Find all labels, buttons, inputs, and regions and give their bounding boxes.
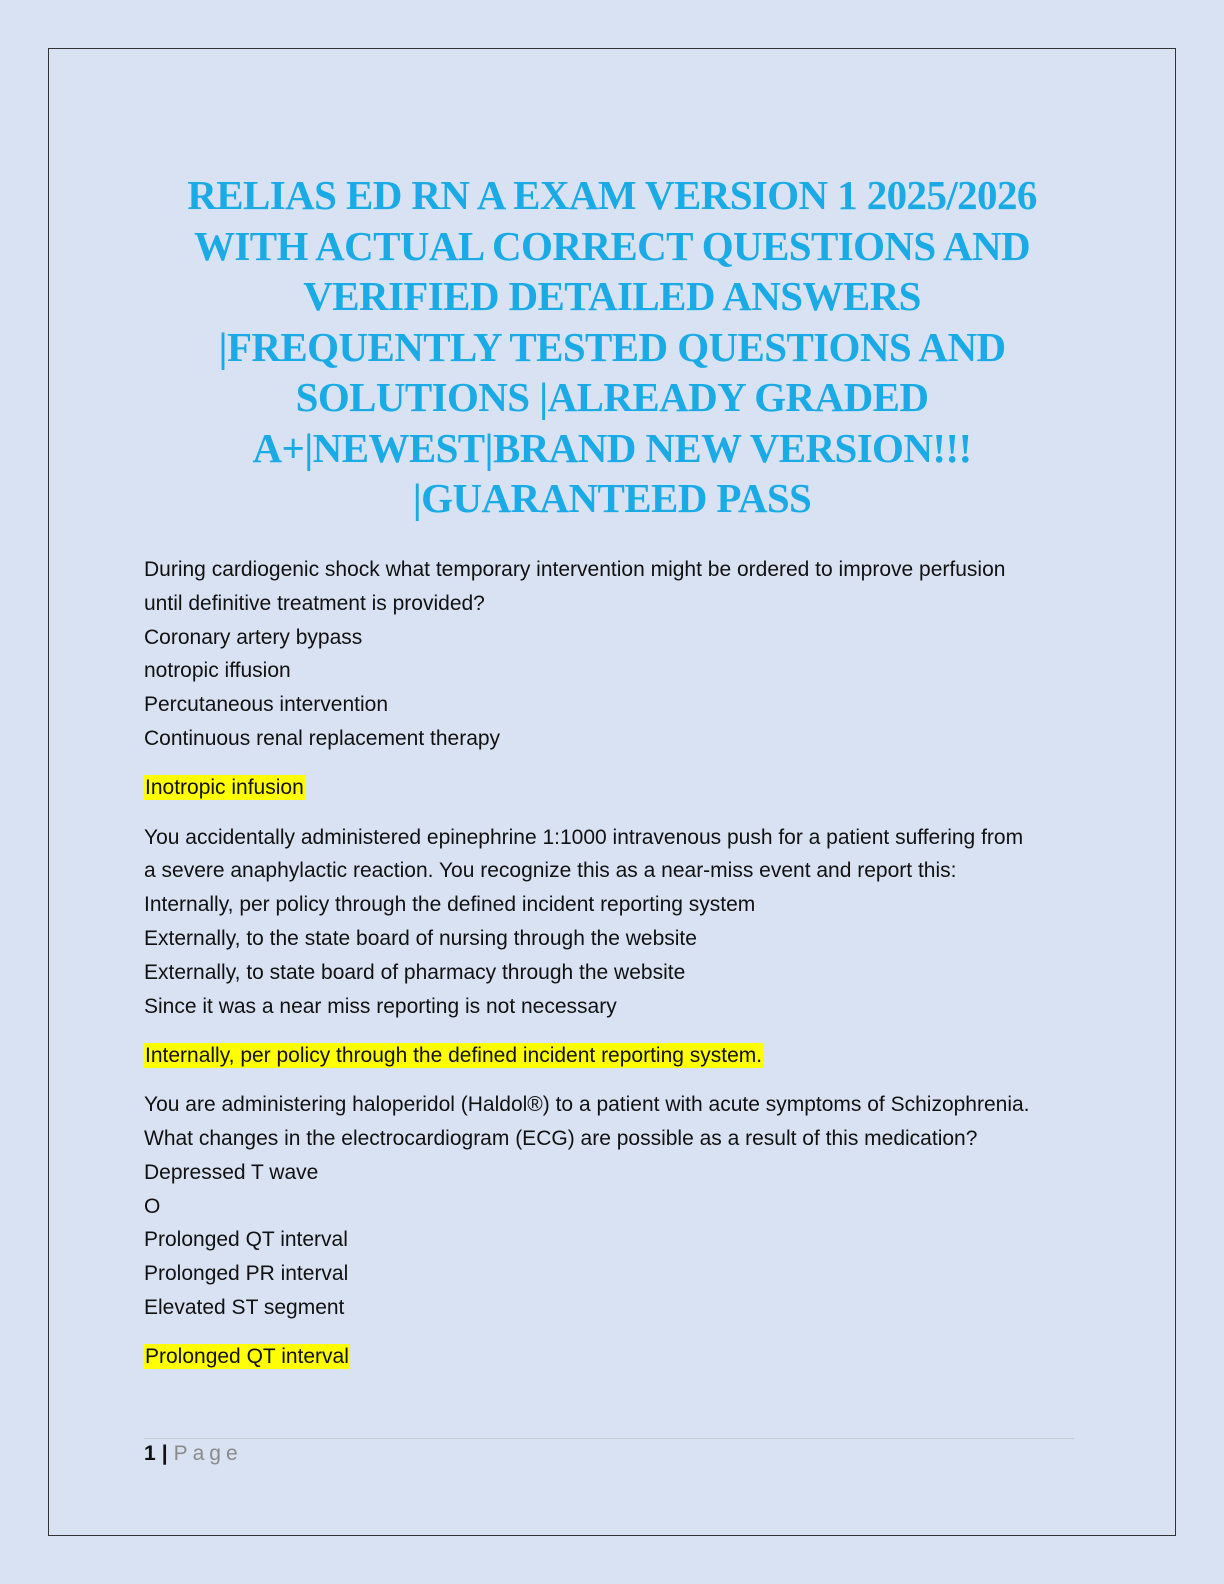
- answer-option: Since it was a near miss reporting is not necessary: [144, 994, 617, 1018]
- document-body: [144, 553, 1094, 1390]
- answer-option: Externally, to state board of pharmacy through the website: [144, 960, 686, 984]
- answer-option: Externally, to the state board of nursing through the website: [144, 926, 697, 950]
- correct-answer-3: [144, 1340, 1094, 1374]
- answer-option: Percutaneous intervention: [144, 693, 388, 717]
- title-line: |GUARANTEED PASS: [412, 475, 812, 521]
- question-text: You are administering haloperidol (Haldol®) to a patient with acute symptoms of Schizophrenia.: [144, 1093, 1030, 1117]
- title-line: SOLUTIONS |ALREADY GRADED: [295, 374, 929, 420]
- page-number: 1: [144, 1442, 156, 1465]
- question-block-1: [144, 553, 1094, 756]
- highlighted-answer: Prolonged QT interval: [145, 1345, 349, 1369]
- title-line: A+|NEWEST|BRAND NEW VERSION!!!: [252, 424, 972, 471]
- answer-option: Prolonged QT interval: [144, 1228, 348, 1252]
- page-label: Page: [173, 1442, 243, 1465]
- question-text: until definitive treatment is provided?: [144, 591, 485, 615]
- answer-option: O: [144, 1194, 161, 1218]
- title-line: VERIFIED DETAILED ANSWERS: [303, 273, 921, 319]
- question-text: What changes in the electrocardiogram (ECG) are possible as a result of this medication?: [144, 1126, 978, 1150]
- correct-answer-2: [144, 1039, 1094, 1073]
- footer-divider: [144, 1438, 1074, 1439]
- correct-answer-1: [144, 771, 1094, 805]
- footer-separator: |: [161, 1442, 168, 1465]
- document-title: [120, 170, 1104, 524]
- title-line: WITH ACTUAL CORRECT QUESTIONS AND: [193, 222, 1031, 269]
- title-line: |FREQUENTLY TESTED QUESTIONS AND: [218, 323, 1006, 370]
- answer-option: Depressed T wave: [144, 1160, 319, 1184]
- answer-option: Internally, per policy through the defined incident reporting system: [144, 893, 756, 917]
- question-text: a severe anaphylactic reaction. You recognize this as a near-miss event and report this:: [144, 859, 957, 883]
- answer-option: Prolonged PR interval: [144, 1262, 349, 1286]
- answer-option: Coronary artery bypass: [144, 625, 363, 649]
- page-footer: [144, 1440, 243, 1468]
- answer-option: notropic iffusion: [144, 659, 291, 683]
- question-text: During cardiogenic shock what temporary intervention might be ordered to improve perfusion: [144, 558, 1006, 581]
- question-block-3: [144, 1088, 1094, 1325]
- highlighted-answer: Internally, per policy through the defined incident reporting system.: [145, 1043, 763, 1067]
- answer-option: Elevated ST segment: [144, 1295, 345, 1319]
- question-block-2: [144, 821, 1094, 1024]
- title-line: RELIAS ED RN A EXAM VERSION 1 2025/2026: [187, 172, 1037, 218]
- highlighted-answer: Inotropic infusion: [145, 776, 304, 800]
- answer-option: Continuous renal replacement therapy: [144, 726, 501, 750]
- question-text: You accidentally administered epinephrine 1:1000 intravenous push for a patient suffering from: [144, 825, 1024, 849]
